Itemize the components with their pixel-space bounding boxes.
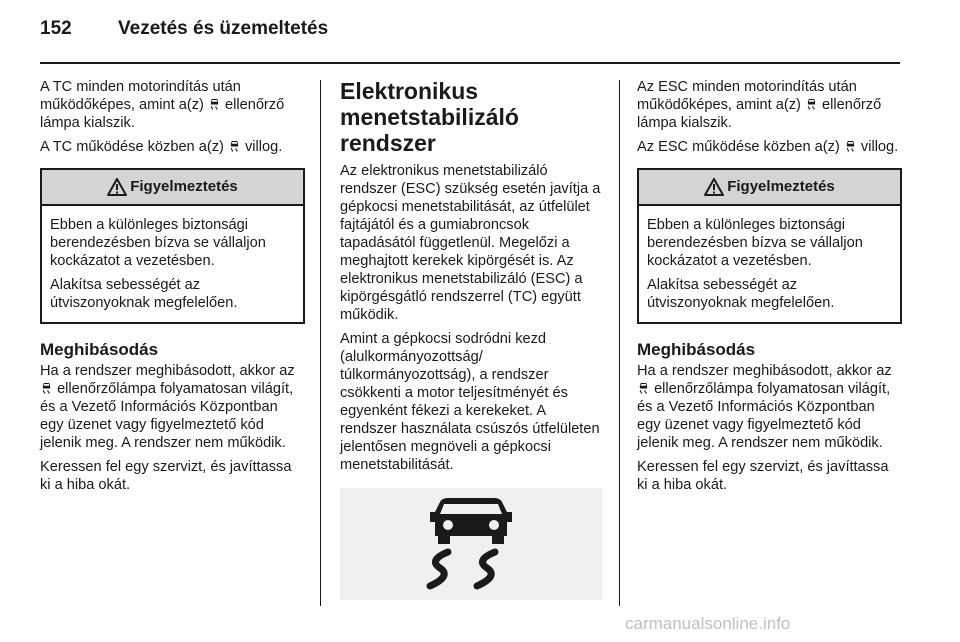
skid-car-icon bbox=[42, 382, 51, 394]
watermark: carmanualsonline.info bbox=[625, 614, 791, 633]
warning-header bbox=[639, 170, 900, 206]
warning-title: Figyelmeztetés bbox=[727, 178, 835, 195]
skid-car-icon bbox=[639, 382, 648, 394]
text-segment: ellenőrző lámpa kialszik. bbox=[40, 97, 285, 131]
text-segment: ellenőrzőlámpa folyamatosan világít, és a Vezető Információs Központban egy üzenet vagy figyelmeztető kód jelenik meg. A rendszer nem működik. bbox=[40, 381, 294, 451]
text-segment: Ha a rendszer meghibásodott, akkor az bbox=[637, 363, 892, 379]
text-segment: villog. bbox=[245, 139, 283, 155]
column-divider-left bbox=[320, 80, 321, 606]
text-segment: Az ESC minden motorindítás után működőképes, amint a(z) bbox=[637, 79, 857, 113]
service-text: Keressen fel egy szervizt, és javíttassa ki a hiba okát. bbox=[637, 459, 889, 493]
warning-box bbox=[40, 168, 305, 324]
text-segment: Ha a rendszer meghibásodott, akkor az bbox=[40, 363, 295, 379]
warning-triangle-icon bbox=[704, 178, 724, 196]
warning-text: Ebben a különleges biztonsági berendezésben bízva se vállaljon kockázatot a vezetésben. bbox=[50, 217, 266, 269]
text-segment: ellenőrzőlámpa folyamatosan világít, és a Vezető Információs Központban egy üzenet vagy figyelmeztető kód jelenik meg. A rendszer nem működik. bbox=[637, 381, 891, 451]
column-esc-intro bbox=[340, 78, 602, 600]
warning-title: Figyelmeztetés bbox=[130, 178, 238, 195]
text-segment: villog. bbox=[860, 139, 899, 155]
section-heading-malfunction: Meghibásodás bbox=[637, 340, 756, 359]
header-rule bbox=[40, 62, 900, 64]
skid-car-icon bbox=[846, 140, 855, 152]
warning-text: Alakítsa sebességét az útviszonyoknak megfelelően. bbox=[50, 277, 238, 311]
text-segment: ellenőrző lámpa kialszik. bbox=[637, 97, 882, 131]
text-segment: A TC működése közben a(z) bbox=[40, 139, 224, 155]
malfunction-text bbox=[40, 362, 305, 452]
warning-body bbox=[639, 206, 900, 322]
malfunction-text bbox=[637, 362, 902, 452]
skid-car-icon bbox=[210, 98, 219, 110]
column-tc bbox=[40, 78, 305, 500]
tc-flashing-text bbox=[40, 138, 305, 156]
warning-box bbox=[637, 168, 902, 324]
text-segment: A TC minden motorindítás után működőképes, amint a(z) bbox=[40, 79, 241, 113]
column-esc bbox=[637, 78, 902, 500]
service-text: Keressen fel egy szervizt, és javíttassa ki a hiba okát. bbox=[40, 459, 292, 493]
esc-function-text: Amint a gépkocsi sodródni kezd (alulkormányozottság/ túlkormányozottság), a rendszer csökkenti a motor teljesítményét és egyenként fékezi a kerekeket. A rendszer használata csúszós útfelületen jelentősen megnöveli a gépkocsi menetstabilitását. bbox=[340, 331, 600, 473]
esc-illustration bbox=[340, 488, 602, 600]
warning-header bbox=[42, 170, 303, 206]
warning-text: Ebben a különleges biztonsági berendezésben bízva se vállaljon kockázatot a vezetésben. bbox=[647, 217, 863, 269]
column-divider-right bbox=[619, 80, 620, 606]
warning-triangle-icon bbox=[107, 178, 127, 196]
warning-text: Alakítsa sebességét az útviszonyoknak megfelelően. bbox=[647, 277, 835, 311]
esc-skid-car-icon bbox=[340, 488, 602, 600]
skid-car-icon bbox=[230, 140, 239, 152]
section-heading-malfunction: Meghibásodás bbox=[40, 340, 159, 359]
esc-description-text: Az elektronikus menetstabilizáló rendszer (ESC) szükség esetén javítja a gépkocsi menetstabilitását, az útfelület fajtájától és a gumiabroncsok tapadásától függetlenül. Megelőzi a meghajtott kerekek kipörgését is. Az elektronikus menetstabilizáló (ESC) a kipörgésgátló rendszerrel (TC) együtt működik. bbox=[340, 163, 601, 323]
skid-car-icon bbox=[807, 98, 816, 110]
esc-flashing-text bbox=[637, 138, 902, 156]
section-heading-esc: Elektronikus menetstabilizáló rendszer bbox=[340, 78, 519, 156]
page-title: Vezetés és üzemeltetés bbox=[118, 18, 329, 39]
page-number: 152 bbox=[40, 18, 72, 39]
esc-availability-text bbox=[637, 78, 902, 132]
tc-availability-text bbox=[40, 78, 305, 132]
warning-body bbox=[42, 206, 303, 322]
text-segment: Az ESC működése közben a(z) bbox=[637, 139, 840, 155]
